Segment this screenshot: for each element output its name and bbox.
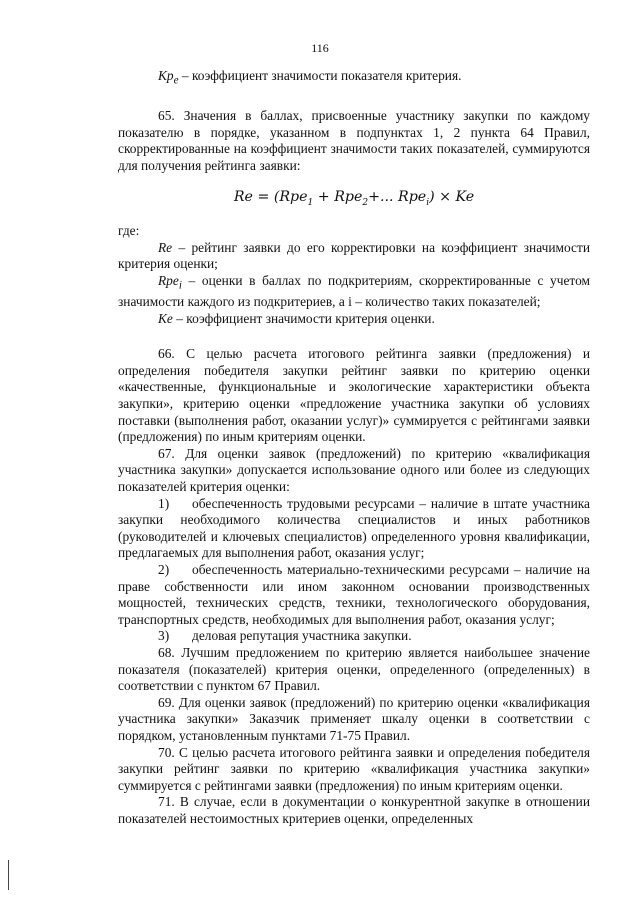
paragraph-70: 70. С целью расчета итогового рейтинга заявки и определения победителя закупки рейтинг заявки по критерию «квалификация участника закупки» суммируется с рейтингами заявки (предложения) по иным критериям оценки. xyxy=(118,744,590,793)
paragraph-65: 65. Значения в баллах, присвоенные участнику закупки по каждому показателю в порядке, указанном в подпунктах 1, 2 пункта 64 Правил, скорректированные на коэффициент значимости таких показателей, суммируются для получения рейтинга заявки: xyxy=(118,108,590,174)
document-body xyxy=(118,68,590,828)
list-item-1: 1) обеспеченность трудовыми ресурсами – наличие в штате участника закупки необходимого количества специалистов и иных работников (руководителей и ключевых специалистов) определенного уровня квалификации, предлагаемых для выполнения работ, оказания услуг; xyxy=(118,495,590,561)
paragraph-69: 69. Для оценки заявок (предложений) по критерию оценки «квалификация участника закупки» Заказчик применяет шкалу оценки в соответствии с порядком, установленным пунктами 71-75 Правил. xyxy=(118,694,590,743)
paragraph-66: 66. С целью расчета итогового рейтинга заявки (предложения) и определения победителя закупки рейтинг заявки по критерию оценки «качественные, функциональные и экологические характеристики объекта закупки», критерию оценки «предложение участника закупки об условиях поставки (выполнения работ, оказании услуг)» суммируется с рейтингами заявки (предложения) по иным критериям оценки. xyxy=(118,346,590,445)
paragraph-71: 71. В случае, если в документации о конкурентной закупке в отношении показателей нестоимостных критериев оценки, определенных xyxy=(118,794,590,826)
intro-line: $Кр_е$ – коэффициент значимости показателя критерия. xyxy=(158,68,462,87)
definition-rpe: Rpe$_i$ – оценки в баллах по подкритериям, скорректированные с учетом значимости каждого из подкритериев, а i – количество таких показателей; xyxy=(118,272,590,310)
list-item-3: 3) деловая репутация участника закупки. xyxy=(158,628,412,644)
definition-ke: Ke – коэффициент значимости критерия оценки. xyxy=(158,310,435,326)
scan-edge-mark xyxy=(8,860,9,890)
list-item-2: 2) обеспеченность материально-техническими ресурсами – наличие на праве собственности или ином законном основании производственных мощностей, технических средств, техники, технологического оборудования, транспортных средств, необходимых для выполнения работ, оказания услуг; xyxy=(118,562,590,627)
where-label: где: xyxy=(118,223,140,239)
paragraph-68: 68. Лучшим предложением по критерию является наибольшее значение показателя (показателей) критерия оценки, определенного (определенных) в соответствии с пунктом 67 Правил. xyxy=(118,644,590,694)
intro-symbol: $Кр_е$ xyxy=(158,68,179,87)
paragraph-67: 67. Для оценки заявок (предложений) по критерию «квалификация участника закупки» допускается использование одного или более из следующих показателей критерия оценки: xyxy=(118,445,590,495)
rating-formula: Re = (Rpe$_1$ + Rpe$_2$+... Rpe$_i$) × Ke xyxy=(233,188,475,208)
page-number: 116 xyxy=(311,41,329,55)
definition-re: Re – рейтинг заявки до его корректировки на коэффициент значимости критерия оценки; xyxy=(118,239,590,272)
